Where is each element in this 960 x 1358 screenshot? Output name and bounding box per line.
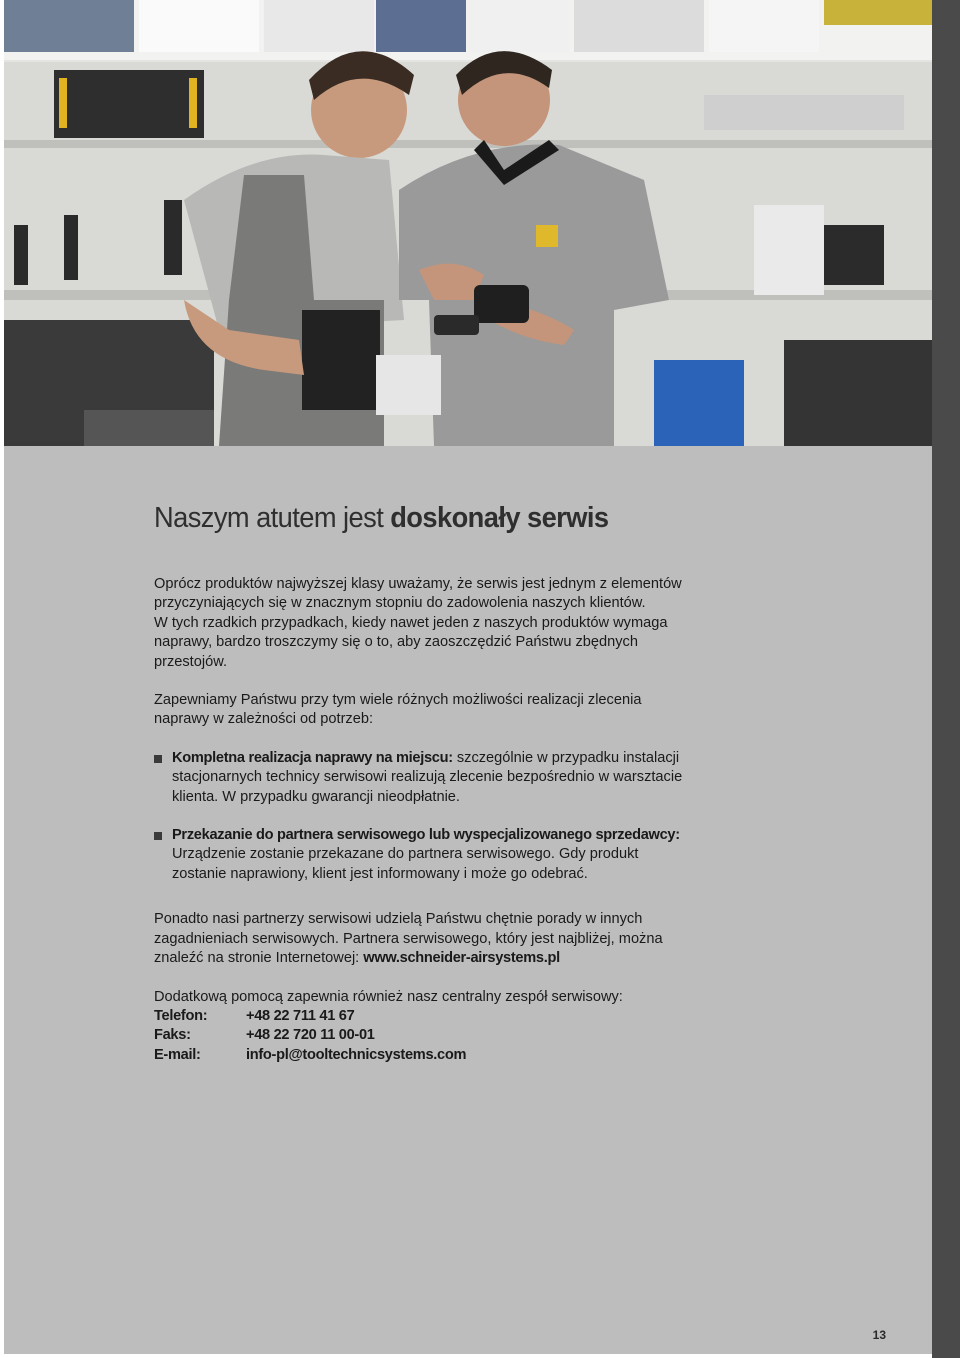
contact-row-fax <box>154 1026 694 1045</box>
bullet-text: szczególnie w przypadku instalacji stacjonarnych technicy serwisowi realizują zlecenie bezpośrednio w warsztacie klienta. W przypadku gwarancji nieodpłatnie. <box>172 749 683 805</box>
contact-row-email <box>154 1046 694 1065</box>
square-bullet-icon <box>154 832 162 840</box>
bullet-title: Kompletna realizacja naprawy na miejscu: <box>172 749 453 766</box>
page-title-light: Naszym atutem jest <box>154 502 391 534</box>
list-item <box>154 826 694 884</box>
page-number: 13 <box>872 1328 886 1342</box>
bullet-text: Urządzenie zostanie przekazane do partnera serwisowego. Gdy produkt zostanie naprawiony, klient jest informowany i może go odebrać. <box>172 846 639 882</box>
intro-paragraph-2: W tych rzadkich przypadkach, kiedy nawet jeden z naszych produktów wymaga naprawy, bardzo troszczymy się o to, aby zaoszczędzić Państwu zbędnych przestojów. <box>154 614 668 670</box>
contact-label: Telefon: <box>154 1007 208 1024</box>
contact-label: Faks: <box>154 1027 191 1044</box>
list-item <box>154 749 694 807</box>
square-bullet-icon <box>154 755 162 763</box>
bullet-title: Przekazanie do partnera serwisowego lub wyspecjalizowanego sprzedawcy: <box>172 827 680 844</box>
page-title-bold: doskonały serwis <box>390 502 609 534</box>
page-title <box>154 502 662 535</box>
contact-label: E-mail: <box>154 1046 201 1063</box>
partner-website-link[interactable]: www.schneider-airsystems.pl <box>363 950 560 967</box>
text-column <box>154 502 694 1065</box>
fax-value: +48 22 720 11 00-01 <box>246 1027 375 1044</box>
email-link[interactable]: info-pl@tooltechnicsystems.com <box>246 1046 467 1063</box>
options-intro: Zapewniamy Państwu przy tym wiele różnych możliwości realizacji zlecenia naprawy w zależności od potrzeb: <box>154 692 642 728</box>
photo-illustration <box>4 0 932 446</box>
phone-value[interactable]: +48 22 711 41 67 <box>246 1007 355 1024</box>
intro-paragraph-1: Oprócz produktów najwyższej klasy uważamy, że serwis jest jednym z elementów przyczyniających się w znacznym stopniu do zadowolenia naszych klientów. <box>154 576 682 612</box>
contact-list <box>154 1007 694 1065</box>
right-edge-band <box>932 0 960 1358</box>
content-panel <box>4 446 932 1354</box>
partners-text: Ponadto nasi partnerzy serwisowi udzielą Państwu chętnie porady w innych zagadnieniach serwisowych. Partnera serwisowego, który jest najbliżej, można znaleźć na stronie Internetowej: <box>154 911 663 967</box>
service-options-list <box>154 749 694 884</box>
header-photo <box>4 0 932 446</box>
contact-row-phone <box>154 1007 694 1026</box>
support-intro: Dodatkową pomocą zapewnia również nasz centralny zespół serwisowy: <box>154 988 623 1005</box>
partners-paragraph <box>154 910 694 968</box>
